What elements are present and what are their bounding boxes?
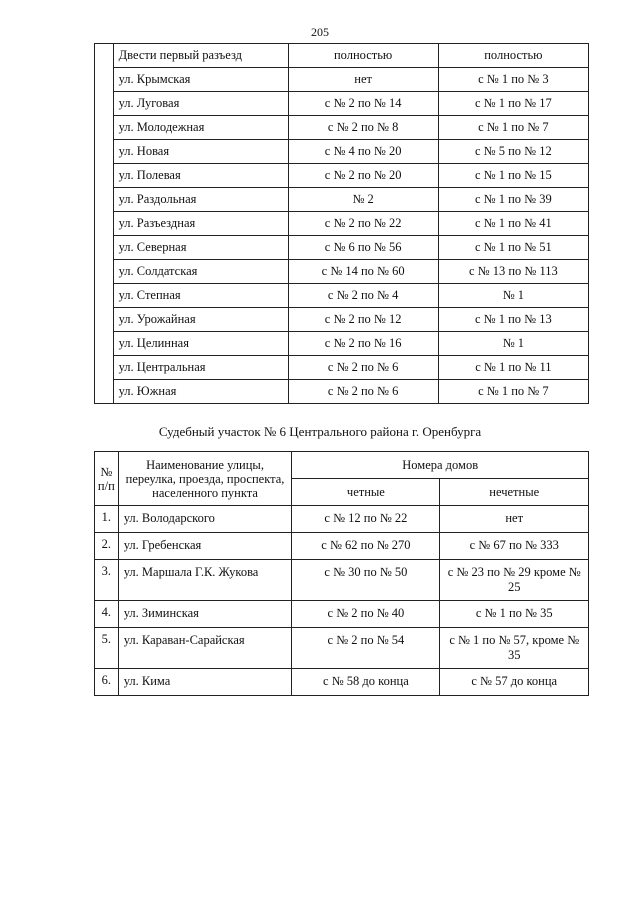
table-row	[95, 533, 589, 560]
even-cell: с № 2 по № 12	[288, 308, 438, 332]
table-row	[95, 628, 589, 669]
even-cell: с № 58 до конца	[292, 669, 440, 696]
table-row	[95, 560, 589, 601]
table-row	[95, 332, 589, 356]
odd-cell: с № 1 по № 13	[438, 308, 588, 332]
odd-cell: № 1	[438, 332, 588, 356]
table-row	[95, 669, 589, 696]
table-row	[95, 380, 589, 404]
odd-cell: с № 1 по № 17	[438, 92, 588, 116]
street-cell: ул. Володарского	[118, 506, 292, 533]
even-cell: с № 2 по № 22	[288, 212, 438, 236]
even-cell: с № 14 по № 60	[288, 260, 438, 284]
table-continued-body	[95, 44, 589, 404]
table-row	[95, 140, 589, 164]
odd-cell: с № 13 по № 113	[438, 260, 588, 284]
header-name: Наименование улицы, переулка, проезда, проспекта, населенного пункта	[118, 452, 292, 506]
even-cell: с № 2 по № 4	[288, 284, 438, 308]
odd-cell: с № 1 по № 41	[438, 212, 588, 236]
street-cell: ул. Южная	[113, 380, 288, 404]
even-cell: с № 2 по № 40	[292, 601, 440, 628]
odd-cell: с № 67 по № 333	[440, 533, 589, 560]
odd-cell: с № 5 по № 12	[438, 140, 588, 164]
table-header	[95, 452, 589, 506]
table-row	[95, 356, 589, 380]
odd-cell: с № 1 по № 15	[438, 164, 588, 188]
odd-cell: с № 1 по № 39	[438, 188, 588, 212]
table-row	[95, 164, 589, 188]
street-cell: ул. Солдатская	[113, 260, 288, 284]
even-cell: с № 12 по № 22	[292, 506, 440, 533]
street-cell: ул. Маршала Г.К. Жукова	[118, 560, 292, 601]
street-cell: ул. Караван-Сарайская	[118, 628, 292, 669]
odd-cell: с № 1 по № 57, кроме № 35	[440, 628, 589, 669]
table-row	[95, 236, 589, 260]
even-cell: с № 62 по № 270	[292, 533, 440, 560]
odd-cell: нет	[440, 506, 589, 533]
table-continued	[94, 43, 589, 404]
num-cell: 5.	[95, 628, 119, 669]
odd-cell: с № 1 по № 11	[438, 356, 588, 380]
street-cell: ул. Молодежная	[113, 116, 288, 140]
street-cell: ул. Целинная	[113, 332, 288, 356]
even-cell: с № 2 по № 54	[292, 628, 440, 669]
table-row	[95, 68, 589, 92]
table-row	[95, 260, 589, 284]
num-cell: 4.	[95, 601, 119, 628]
even-cell: с № 2 по № 16	[288, 332, 438, 356]
odd-cell: с № 1 по № 3	[438, 68, 588, 92]
even-cell: с № 30 по № 50	[292, 560, 440, 601]
even-cell: с № 2 по № 14	[288, 92, 438, 116]
table-row	[95, 506, 589, 533]
street-cell: ул. Гребенская	[118, 533, 292, 560]
blank-cell	[95, 44, 114, 404]
odd-cell: с № 1 по № 7	[438, 116, 588, 140]
header-even: четные	[292, 479, 440, 506]
even-cell: с № 2 по № 20	[288, 164, 438, 188]
header-num: № п/п	[95, 452, 119, 506]
num-cell: 3.	[95, 560, 119, 601]
even-cell: с № 2 по № 8	[288, 116, 438, 140]
even-cell: с № 2 по № 6	[288, 356, 438, 380]
street-cell: ул. Новая	[113, 140, 288, 164]
odd-cell: № 1	[438, 284, 588, 308]
even-cell: нет	[288, 68, 438, 92]
odd-cell: полностью	[438, 44, 588, 68]
header-house-numbers: Номера домов	[292, 452, 589, 479]
page-number: 205	[311, 25, 329, 39]
table-row	[95, 188, 589, 212]
street-cell: ул. Зиминская	[118, 601, 292, 628]
table-row	[95, 212, 589, 236]
odd-cell: с № 57 до конца	[440, 669, 589, 696]
street-cell: ул. Кима	[118, 669, 292, 696]
table-row	[95, 92, 589, 116]
street-cell: ул. Северная	[113, 236, 288, 260]
table-row	[95, 116, 589, 140]
street-cell: ул. Раздольная	[113, 188, 288, 212]
table-district-6	[94, 451, 589, 696]
num-cell: 2.	[95, 533, 119, 560]
even-cell: с № 6 по № 56	[288, 236, 438, 260]
table-district-6-body	[95, 506, 589, 696]
even-cell: с № 4 по № 20	[288, 140, 438, 164]
table-row	[95, 601, 589, 628]
street-cell: ул. Крымская	[113, 68, 288, 92]
street-cell: ул. Разъездная	[113, 212, 288, 236]
num-cell: 1.	[95, 506, 119, 533]
street-cell: ул. Урожайная	[113, 308, 288, 332]
even-cell: № 2	[288, 188, 438, 212]
street-cell: Двести первый разъезд	[113, 44, 288, 68]
num-cell: 6.	[95, 669, 119, 696]
odd-cell: с № 1 по № 51	[438, 236, 588, 260]
section-caption: Судебный участок № 6 Центрального района г. Оренбурга	[158, 424, 482, 439]
street-cell: ул. Луговая	[113, 92, 288, 116]
table-row	[95, 308, 589, 332]
odd-cell: с № 1 по № 35	[440, 601, 589, 628]
table-row	[95, 284, 589, 308]
odd-cell: с № 1 по № 7	[438, 380, 588, 404]
street-cell: ул. Центральная	[113, 356, 288, 380]
table-row	[95, 44, 589, 68]
street-cell: ул. Степная	[113, 284, 288, 308]
even-cell: с № 2 по № 6	[288, 380, 438, 404]
header-odd: нечетные	[440, 479, 589, 506]
street-cell: ул. Полевая	[113, 164, 288, 188]
odd-cell: с № 23 по № 29 кроме № 25	[440, 560, 589, 601]
even-cell: полностью	[288, 44, 438, 68]
